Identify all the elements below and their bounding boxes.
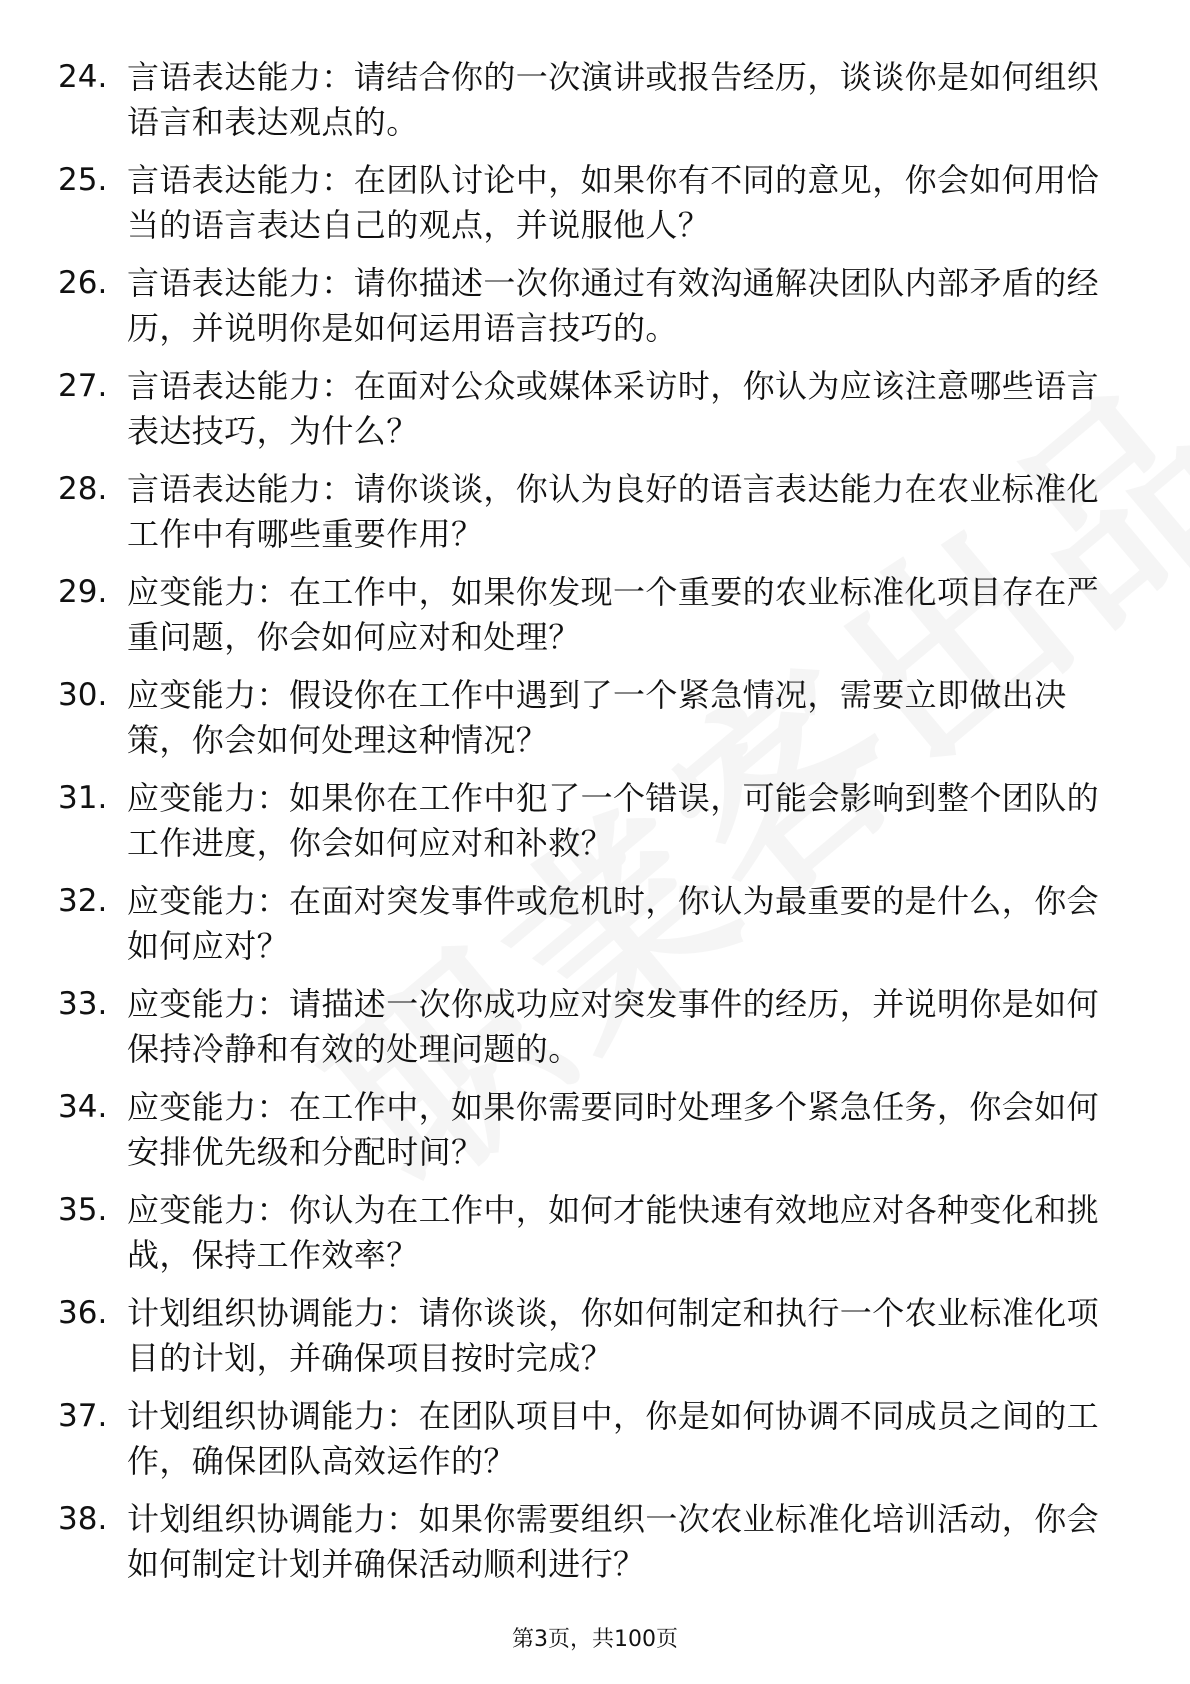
question-number: 33. <box>58 986 108 1022</box>
question-text: 计划组织协调能力：在团队项目中，你是如何协调不同成员之间的工作，确保团队高效运作的？ <box>127 1397 1100 1480</box>
question-text: 言语表达能力：请你谈谈，你认为良好的语言表达能力在农业标准化工作中有哪些重要作用？ <box>127 470 1100 553</box>
question-text: 言语表达能力：请你描述一次你通过有效沟通解决团队内部矛盾的经历，并说明你是如何运用语言技巧的。 <box>127 264 1100 347</box>
list-item <box>0 1188 1190 1278</box>
list-item <box>0 261 1190 351</box>
question-number: 38. <box>58 1501 108 1537</box>
list-item <box>0 570 1190 660</box>
list-item <box>0 1394 1190 1484</box>
question-text: 计划组织协调能力：如果你需要组织一次农业标准化培训活动，你会如何制定计划并确保活动顺利进行？ <box>127 1500 1100 1583</box>
question-number: 30. <box>58 677 108 713</box>
question-text: 应变能力：在面对突发事件或危机时，你认为最重要的是什么，你会如何应对？ <box>127 882 1100 965</box>
list-item <box>0 467 1190 557</box>
list-item <box>0 1291 1190 1381</box>
question-text: 言语表达能力：在面对公众或媒体采访时，你认为应该注意哪些语言表达技巧，为什么？ <box>127 367 1100 450</box>
question-number: 37. <box>58 1398 108 1434</box>
page-footer: 第3页，共100页 <box>512 1627 678 1652</box>
question-number: 35. <box>58 1192 108 1228</box>
question-number: 27. <box>58 368 108 404</box>
question-text: 言语表达能力：在团队讨论中，如果你有不同的意见，你会如何用恰当的语言表达自己的观点，并说服他人？ <box>127 161 1100 244</box>
list-item <box>0 982 1190 1072</box>
question-number: 34. <box>58 1089 108 1125</box>
question-text: 应变能力：假设你在工作中遇到了一个紧急情况，需要立即做出决策，你会如何处理这种情况？ <box>127 676 1067 759</box>
question-text: 应变能力：在工作中，如果你发现一个重要的农业标准化项目存在严重问题，你会如何应对和处理？ <box>127 573 1100 656</box>
question-number: 29. <box>58 574 108 610</box>
list-item <box>0 1497 1190 1587</box>
question-text: 应变能力：如果你在工作中犯了一个错误，可能会影响到整个团队的工作进度，你会如何应对和补救？ <box>127 779 1100 862</box>
question-number: 26. <box>58 265 108 301</box>
question-text: 应变能力：在工作中，如果你需要同时处理多个紧急任务，你会如何安排优先级和分配时间？ <box>127 1088 1100 1171</box>
question-text: 计划组织协调能力：请你谈谈，你如何制定和执行一个农业标准化项目的计划，并确保项目按时完成？ <box>127 1294 1100 1377</box>
list-item <box>0 55 1190 145</box>
question-number: 36. <box>58 1295 108 1331</box>
list-item <box>0 1085 1190 1175</box>
list-item <box>0 158 1190 248</box>
question-text: 言语表达能力：请结合你的一次演讲或报告经历，谈谈你是如何组织语言和表达观点的。 <box>127 58 1100 141</box>
question-text: 应变能力：你认为在工作中，如何才能快速有效地应对各种变化和挑战，保持工作效率？ <box>127 1191 1100 1274</box>
list-item <box>0 776 1190 866</box>
list-item <box>0 673 1190 763</box>
question-number: 31. <box>58 780 108 816</box>
question-text: 应变能力：请描述一次你成功应对突发事件的经历，并说明你是如何保持冷静和有效的处理问题的。 <box>127 985 1100 1068</box>
question-number: 24. <box>58 59 108 95</box>
question-number: 32. <box>58 883 108 919</box>
list-item <box>0 879 1190 969</box>
question-number: 25. <box>58 162 108 198</box>
list-item <box>0 364 1190 454</box>
question-number: 28. <box>58 471 108 507</box>
